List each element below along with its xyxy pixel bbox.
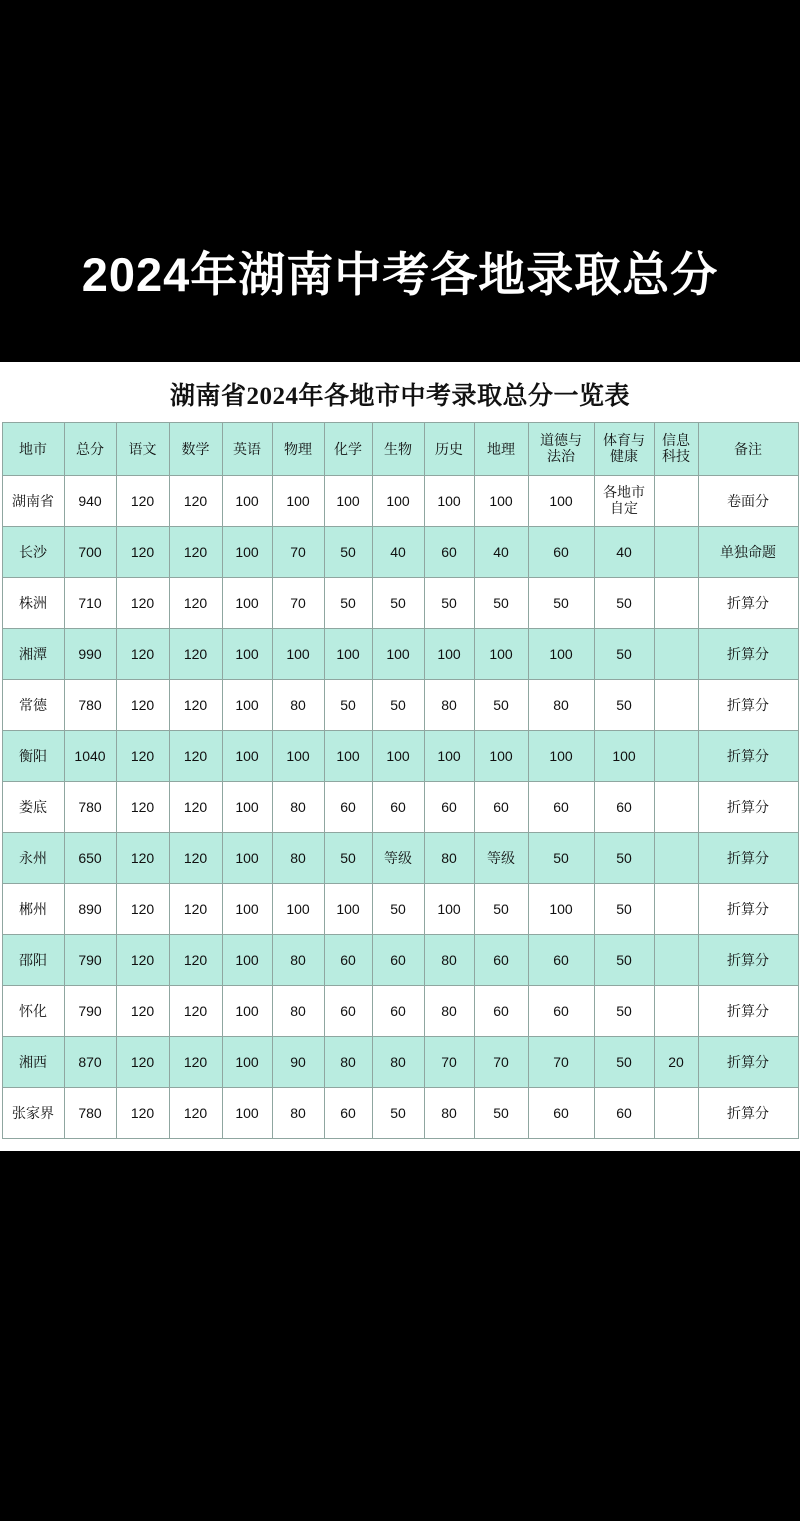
cell-total: 780	[64, 782, 116, 833]
cell-pe: 50	[594, 935, 654, 986]
cell-info: 20	[654, 1037, 698, 1088]
cell-note: 折算分	[698, 680, 798, 731]
cell-city: 湖南省	[2, 476, 64, 527]
cell-chemistry: 100	[324, 731, 372, 782]
cell-info	[654, 578, 698, 629]
cell-chinese: 120	[116, 833, 169, 884]
cell-pe: 50	[594, 1037, 654, 1088]
cell-city: 长沙	[2, 527, 64, 578]
header-geography: 地理	[474, 423, 528, 476]
header-history: 历史	[424, 423, 474, 476]
cell-physics: 80	[272, 935, 324, 986]
cell-math: 120	[169, 1037, 222, 1088]
cell-morality: 100	[528, 629, 594, 680]
cell-geography: 100	[474, 629, 528, 680]
cell-total: 780	[64, 680, 116, 731]
cell-biology: 80	[372, 1037, 424, 1088]
table-row	[2, 986, 798, 1037]
cell-info	[654, 629, 698, 680]
cell-physics: 70	[272, 578, 324, 629]
cell-chinese: 120	[116, 1037, 169, 1088]
cell-math: 120	[169, 1088, 222, 1139]
cell-chemistry: 60	[324, 782, 372, 833]
cell-pe-line1: 各地市	[603, 484, 645, 501]
cell-history: 80	[424, 833, 474, 884]
cell-math: 120	[169, 731, 222, 782]
cell-morality: 60	[528, 935, 594, 986]
cell-math: 120	[169, 833, 222, 884]
cell-pe: 60	[594, 1088, 654, 1139]
cell-history: 100	[424, 731, 474, 782]
cell-city: 邵阳	[2, 935, 64, 986]
cell-biology: 50	[372, 680, 424, 731]
table-row	[2, 578, 798, 629]
header-total: 总分	[64, 423, 116, 476]
table-sheet	[0, 362, 800, 1151]
scores-table	[2, 422, 799, 1139]
cell-city: 湘西	[2, 1037, 64, 1088]
cell-pe: 50	[594, 833, 654, 884]
cell-biology: 60	[372, 782, 424, 833]
cell-chinese: 120	[116, 527, 169, 578]
cell-city: 郴州	[2, 884, 64, 935]
cell-morality: 100	[528, 731, 594, 782]
cell-geography: 60	[474, 782, 528, 833]
cell-morality: 100	[528, 884, 594, 935]
cell-geography: 50	[474, 578, 528, 629]
cell-info	[654, 884, 698, 935]
cell-geography: 50	[474, 1088, 528, 1139]
cell-geography: 60	[474, 986, 528, 1037]
cell-morality: 60	[528, 1088, 594, 1139]
table-row	[2, 884, 798, 935]
cell-geography: 40	[474, 527, 528, 578]
cell-english: 100	[222, 476, 272, 527]
table-header	[2, 423, 798, 476]
cell-city: 常德	[2, 680, 64, 731]
cell-note: 折算分	[698, 1088, 798, 1139]
cell-info	[654, 476, 698, 527]
cell-biology: 50	[372, 578, 424, 629]
cell-info	[654, 680, 698, 731]
cell-pe: 50	[594, 986, 654, 1037]
cell-history: 60	[424, 782, 474, 833]
cell-morality: 60	[528, 527, 594, 578]
cell-info	[654, 782, 698, 833]
cell-chinese: 120	[116, 986, 169, 1037]
cell-physics: 100	[272, 476, 324, 527]
header-chinese: 语文	[116, 423, 169, 476]
cell-total: 890	[64, 884, 116, 935]
cell-morality: 100	[528, 476, 594, 527]
table-row	[2, 527, 798, 578]
cell-biology: 100	[372, 629, 424, 680]
cell-physics: 80	[272, 1088, 324, 1139]
cell-pe: 60	[594, 782, 654, 833]
cell-math: 120	[169, 476, 222, 527]
cell-history: 80	[424, 1088, 474, 1139]
cell-chemistry: 50	[324, 578, 372, 629]
cell-total: 790	[64, 935, 116, 986]
cell-history: 50	[424, 578, 474, 629]
cell-english: 100	[222, 782, 272, 833]
header-note: 备注	[698, 423, 798, 476]
cell-city: 张家界	[2, 1088, 64, 1139]
cell-pe	[594, 476, 654, 527]
cell-info	[654, 986, 698, 1037]
cell-morality: 60	[528, 782, 594, 833]
cell-biology: 等级	[372, 833, 424, 884]
cell-city: 株洲	[2, 578, 64, 629]
page-title: 2024年湖南中考各地录取总分	[81, 248, 719, 301]
cell-english: 100	[222, 935, 272, 986]
cell-note: 折算分	[698, 935, 798, 986]
cell-chemistry: 50	[324, 680, 372, 731]
cell-pe: 50	[594, 578, 654, 629]
cell-history: 80	[424, 935, 474, 986]
header-pe-line1: 体育与	[603, 432, 645, 449]
header-info	[654, 423, 698, 476]
cell-biology: 100	[372, 731, 424, 782]
table-row	[2, 782, 798, 833]
cell-city: 湘潭	[2, 629, 64, 680]
cell-physics: 80	[272, 986, 324, 1037]
cell-morality: 80	[528, 680, 594, 731]
cell-total: 870	[64, 1037, 116, 1088]
table-row	[2, 935, 798, 986]
cell-note: 折算分	[698, 833, 798, 884]
cell-chinese: 120	[116, 782, 169, 833]
cell-chinese: 120	[116, 884, 169, 935]
cell-chinese: 120	[116, 476, 169, 527]
cell-morality: 70	[528, 1037, 594, 1088]
cell-math: 120	[169, 782, 222, 833]
table-title: 湖南省2024年各地市中考录取总分一览表	[169, 383, 630, 410]
cell-physics: 80	[272, 833, 324, 884]
cell-english: 100	[222, 884, 272, 935]
cell-chinese: 120	[116, 629, 169, 680]
cell-physics: 80	[272, 680, 324, 731]
cell-biology: 60	[372, 986, 424, 1037]
header-biology: 生物	[372, 423, 424, 476]
cell-math: 120	[169, 629, 222, 680]
table-body	[2, 476, 798, 1139]
cell-physics: 100	[272, 731, 324, 782]
cell-physics: 100	[272, 884, 324, 935]
table-row	[2, 629, 798, 680]
cell-note: 折算分	[698, 731, 798, 782]
cell-biology: 40	[372, 527, 424, 578]
cell-geography: 50	[474, 680, 528, 731]
cell-history: 70	[424, 1037, 474, 1088]
cell-chemistry: 60	[324, 1088, 372, 1139]
cell-pe-line2: 自定	[610, 500, 638, 516]
header-english: 英语	[222, 423, 272, 476]
cell-geography: 100	[474, 731, 528, 782]
cell-chemistry: 50	[324, 833, 372, 884]
cell-chemistry: 100	[324, 629, 372, 680]
cell-note: 折算分	[698, 782, 798, 833]
cell-chinese: 120	[116, 680, 169, 731]
cell-geography: 100	[474, 476, 528, 527]
cell-history: 80	[424, 986, 474, 1037]
table-row	[2, 1088, 798, 1139]
cell-total: 650	[64, 833, 116, 884]
cell-geography: 60	[474, 935, 528, 986]
header-info-line2: 科技	[662, 448, 690, 464]
cell-geography: 70	[474, 1037, 528, 1088]
cell-city: 永州	[2, 833, 64, 884]
cell-physics: 70	[272, 527, 324, 578]
cell-chemistry: 60	[324, 986, 372, 1037]
cell-english: 100	[222, 731, 272, 782]
cell-pe: 50	[594, 629, 654, 680]
cell-history: 100	[424, 629, 474, 680]
cell-chinese: 120	[116, 731, 169, 782]
cell-history: 60	[424, 527, 474, 578]
cell-chemistry: 50	[324, 527, 372, 578]
cell-total: 940	[64, 476, 116, 527]
header-chemistry: 化学	[324, 423, 372, 476]
table-row	[2, 476, 798, 527]
cell-english: 100	[222, 629, 272, 680]
cell-note: 折算分	[698, 629, 798, 680]
cell-note: 折算分	[698, 986, 798, 1037]
cell-history: 100	[424, 476, 474, 527]
cell-english: 100	[222, 527, 272, 578]
cell-total: 790	[64, 986, 116, 1037]
cell-biology: 100	[372, 476, 424, 527]
cell-physics: 100	[272, 629, 324, 680]
cell-city: 怀化	[2, 986, 64, 1037]
cell-info	[654, 833, 698, 884]
cell-note: 折算分	[698, 884, 798, 935]
cell-info	[654, 935, 698, 986]
cell-physics: 90	[272, 1037, 324, 1088]
header-row	[2, 423, 798, 476]
cell-math: 120	[169, 884, 222, 935]
table-row	[2, 833, 798, 884]
cell-english: 100	[222, 833, 272, 884]
cell-history: 80	[424, 680, 474, 731]
cell-english: 100	[222, 1037, 272, 1088]
cell-geography: 50	[474, 884, 528, 935]
cell-info	[654, 731, 698, 782]
cell-total: 780	[64, 1088, 116, 1139]
cell-morality: 60	[528, 986, 594, 1037]
header-morality-line1: 道德与	[540, 432, 582, 449]
cell-history: 100	[424, 884, 474, 935]
cell-note: 折算分	[698, 1037, 798, 1088]
cell-math: 120	[169, 935, 222, 986]
header-city: 地市	[2, 423, 64, 476]
cell-physics: 80	[272, 782, 324, 833]
cell-english: 100	[222, 680, 272, 731]
cell-english: 100	[222, 578, 272, 629]
cell-note: 单独命题	[698, 527, 798, 578]
cell-note: 折算分	[698, 578, 798, 629]
table-row	[2, 680, 798, 731]
cell-pe: 40	[594, 527, 654, 578]
cell-morality: 50	[528, 833, 594, 884]
cell-total: 990	[64, 629, 116, 680]
cell-math: 120	[169, 680, 222, 731]
cell-city: 娄底	[2, 782, 64, 833]
cell-total: 1040	[64, 731, 116, 782]
cell-note: 卷面分	[698, 476, 798, 527]
cell-total: 710	[64, 578, 116, 629]
cell-chemistry: 80	[324, 1037, 372, 1088]
header-morality-line2: 法治	[547, 448, 575, 464]
cell-chinese: 120	[116, 578, 169, 629]
cell-math: 120	[169, 986, 222, 1037]
header-morality	[528, 423, 594, 476]
cell-chinese: 120	[116, 935, 169, 986]
cell-chemistry: 100	[324, 884, 372, 935]
header-physics: 物理	[272, 423, 324, 476]
cell-pe: 100	[594, 731, 654, 782]
cell-info	[654, 527, 698, 578]
header-pe-line2: 健康	[610, 448, 638, 464]
cell-biology: 50	[372, 1088, 424, 1139]
cell-morality: 50	[528, 578, 594, 629]
cell-biology: 60	[372, 935, 424, 986]
cell-city: 衡阳	[2, 731, 64, 782]
cell-english: 100	[222, 1088, 272, 1139]
cell-math: 120	[169, 527, 222, 578]
header-math: 数学	[169, 423, 222, 476]
cell-geography: 等级	[474, 833, 528, 884]
table-row	[2, 1037, 798, 1088]
header-info-line1: 信息	[662, 432, 690, 449]
cell-biology: 50	[372, 884, 424, 935]
cell-info	[654, 1088, 698, 1139]
cell-pe: 50	[594, 884, 654, 935]
cell-chinese: 120	[116, 1088, 169, 1139]
cell-chemistry: 100	[324, 476, 372, 527]
cell-chemistry: 60	[324, 935, 372, 986]
cell-math: 120	[169, 578, 222, 629]
cell-pe: 50	[594, 680, 654, 731]
cell-total: 700	[64, 527, 116, 578]
header-pe	[594, 423, 654, 476]
table-row	[2, 731, 798, 782]
cell-english: 100	[222, 986, 272, 1037]
